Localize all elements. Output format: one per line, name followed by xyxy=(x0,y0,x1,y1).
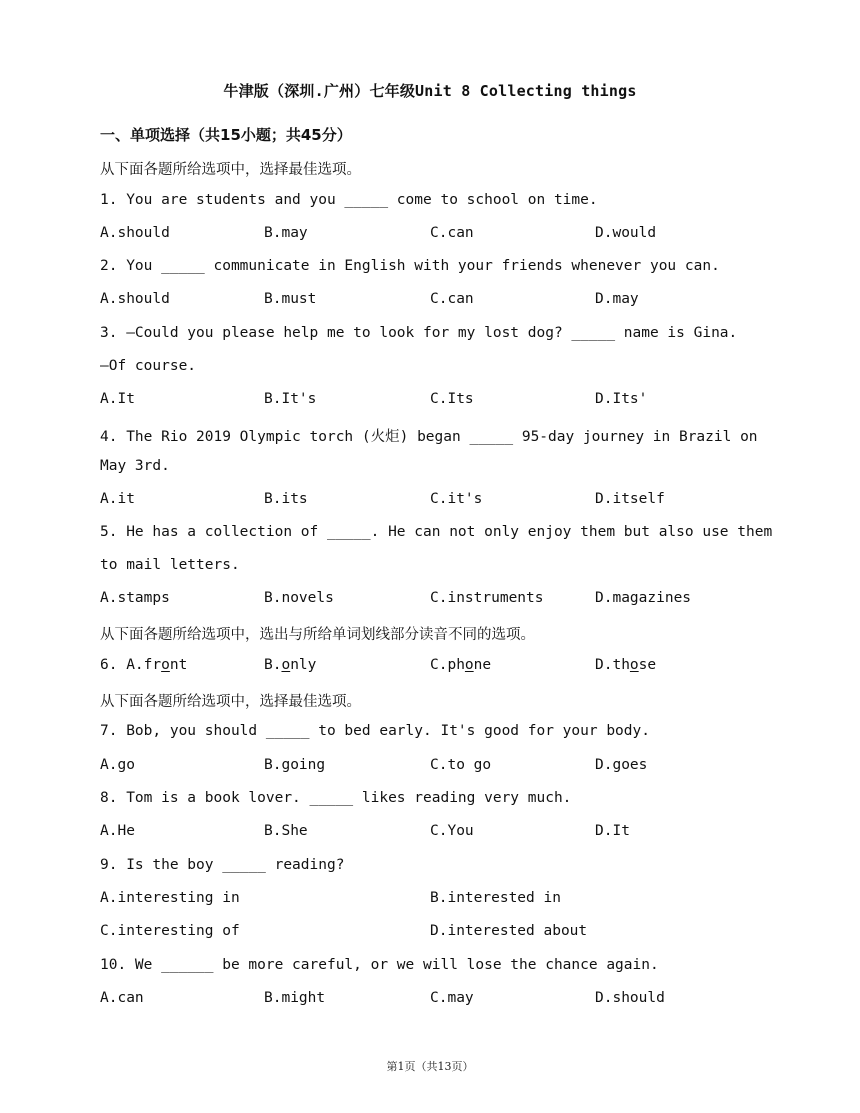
q8-option-b: B.She xyxy=(264,823,308,839)
q10-option-a: A.can xyxy=(100,990,144,1006)
q8-option-c: C.You xyxy=(430,823,474,839)
q9-option-a: A.interesting in xyxy=(100,890,240,906)
q5-option-c: C.instruments xyxy=(430,590,544,606)
q3-option-b: B.It's xyxy=(264,391,317,407)
q10-option-b: B.might xyxy=(264,990,326,1006)
q3-option-a: A.It xyxy=(100,391,135,407)
question-9-text: 9. Is the boy _____ reading? xyxy=(100,857,345,873)
q5-option-d: D.magazines xyxy=(595,590,692,606)
q4-option-a: A.it xyxy=(100,491,135,507)
question-1-text: 1. You are students and you _____ come to school on time. xyxy=(100,192,598,208)
q7-option-a: A.go xyxy=(100,757,135,773)
q6-option-d: D.those xyxy=(595,657,657,673)
question-10-text: 10. We ______ be more careful, or we will lose the chance again. xyxy=(100,957,659,973)
q6-option-b: B.only xyxy=(264,657,317,673)
q4-option-d: D.itself xyxy=(595,491,665,507)
q1-option-d: D.would xyxy=(595,225,657,241)
question-8-text: 8. Tom is a book lover. _____ likes reading very much. xyxy=(100,790,572,806)
page-title: 牛津版（深圳.广州）七年级Unit 8 Collecting things xyxy=(223,82,637,100)
q8-option-a: A.He xyxy=(100,823,135,839)
q4-option-c: C.it's xyxy=(430,491,483,507)
q6-number: 6. xyxy=(100,657,127,673)
q7-option-c: C.to go xyxy=(430,757,492,773)
q9-option-d: D.interested about xyxy=(430,923,588,939)
q3-option-c: C.Its xyxy=(430,391,474,407)
q1-option-c: C.can xyxy=(430,225,474,241)
q6-option-c: C.phone xyxy=(430,657,492,673)
question-5-text: 5. He has a collection of _____. He can not only enjoy them but also use them xyxy=(100,524,773,540)
q10-option-c: C.may xyxy=(430,990,474,1006)
q2-option-d: D.may xyxy=(595,291,639,307)
q10-option-d: D.should xyxy=(595,990,665,1006)
page-footer: 第1页（共13页） xyxy=(386,1060,474,1073)
question-3-text-continued: —Of course. xyxy=(100,358,197,374)
question-7-text: 7. Bob, you should _____ to bed early. It's good for your body. xyxy=(100,723,650,739)
question-2-text: 2. You _____ communicate in English with your friends whenever you can. xyxy=(100,258,720,274)
q9-option-c: C.interesting of xyxy=(100,923,240,939)
q2-option-b: B.must xyxy=(264,291,317,307)
q2-option-c: C.can xyxy=(430,291,474,307)
question-4-text: 4. The Rio 2019 Olympic torch (火炬) began _____ 95-day journey in Brazil on xyxy=(100,429,758,445)
instruction-pronunciation: 从下面各题所给选项中，选出与所给单词划线部分读音不同的选项。 xyxy=(100,627,535,643)
question-3-text: 3. —Could you please help me to look for my lost dog? _____ name is Gina. xyxy=(100,325,738,341)
q2-option-a: A.should xyxy=(100,291,170,307)
q9-option-b: B.interested in xyxy=(430,890,561,906)
q8-option-d: D.It xyxy=(595,823,630,839)
instruction-best-choice-2: 从下面各题所给选项中，选择最佳选项。 xyxy=(100,694,361,710)
q1-option-a: A.should xyxy=(100,225,170,241)
q5-option-a: A.stamps xyxy=(100,590,170,606)
question-5-text-continued: to mail letters. xyxy=(100,557,240,573)
q6-option-a: 6. A.front xyxy=(100,657,188,673)
q5-option-b: B.novels xyxy=(264,590,334,606)
section-heading: 一、单项选择（共15小题；共45分） xyxy=(100,126,352,144)
question-4-text-continued: May 3rd. xyxy=(100,458,170,474)
q4-option-b: B.its xyxy=(264,491,308,507)
q7-option-b: B.going xyxy=(264,757,326,773)
instruction-best-choice: 从下面各题所给选项中，选择最佳选项。 xyxy=(100,162,361,178)
q7-option-d: D.goes xyxy=(595,757,648,773)
q1-option-b: B.may xyxy=(264,225,308,241)
q3-option-d: D.Its' xyxy=(595,391,648,407)
